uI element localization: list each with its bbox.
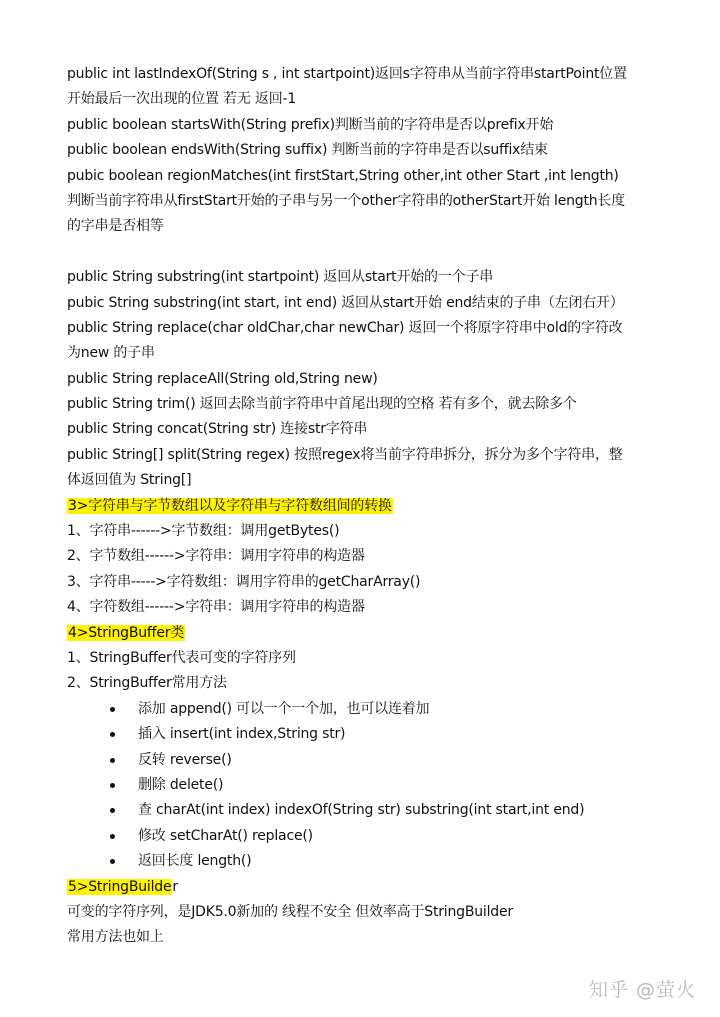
method-line: 体返回值为 String[] xyxy=(67,472,192,489)
method-line: pubic boolean regionMatches(int firstStart,String other,int other Start ,int length) xyxy=(67,167,619,184)
section3-heading xyxy=(67,494,667,519)
method-line: public String replace(char oldChar,char newChar) 返回一个将原字符串中old的字符改 xyxy=(67,319,623,336)
bullet-item: 返回长度 length() xyxy=(67,849,667,874)
method-line: 的字串是否相等 xyxy=(67,218,164,235)
method-line: public boolean endsWith(String suffix) 判断当前的字符串是否以suffix结束 xyxy=(67,142,548,159)
watermark: 知乎 @萤火 xyxy=(589,979,697,1001)
method-line: public String replaceAll(String old,String new) xyxy=(67,370,378,387)
list-item: 1、字符串------>字节数组：调用getBytes() xyxy=(67,523,340,540)
highlight: 4>StringBuffer类 xyxy=(68,624,185,641)
bullet-icon xyxy=(110,834,115,839)
method-line: 为new 的子串 xyxy=(67,345,155,362)
section5-heading: 5>StringBuilder xyxy=(68,878,178,895)
paragraph-line: 可变的字符序列，是JDK5.0新加的 线程不安全 但效率高于StringBuilder xyxy=(67,903,513,920)
highlight: 3>字符串与字节数组以及字符串与字符数组间的转换 xyxy=(68,497,392,514)
paragraph-line: 常用方法也如上 xyxy=(67,929,164,946)
bullet-item: 查 charAt(int index) indexOf(String str) substring(int start,int end) xyxy=(67,798,667,823)
bullet-item: 删除 delete() xyxy=(67,773,667,798)
blank-line xyxy=(67,240,667,265)
list-item: 3、字符串----->字符数组：调用字符串的getCharArray() xyxy=(67,573,421,590)
method-line: 开始最后一次出现的位置 若无 返回-1 xyxy=(67,91,297,108)
list-item: 4、字符数组------>字符串：调用字符串的构造器 xyxy=(67,599,365,616)
list-item: 1、StringBuffer代表可变的字符序列 xyxy=(67,649,296,666)
method-line: public String trim() 返回去除当前字符串中首尾出现的空格 若有多个，就去除多个 xyxy=(67,396,577,413)
method-line: pubic String substring(int start, int end) 返回从start开始 end结束的子串（左闭右开） xyxy=(67,294,624,311)
bullet-icon xyxy=(110,758,115,763)
bullet-item: 反转 reverse() xyxy=(67,748,667,773)
bullet-item: 添加 append() 可以一个一个加，也可以连着加 xyxy=(67,697,667,722)
method-line: public String[] split(String regex) 按照regex将当前字符串拆分，拆分为多个字符串，整 xyxy=(67,446,623,463)
bullet-icon xyxy=(110,783,115,788)
bullet-item: 插入 insert(int index,String str) xyxy=(67,722,667,747)
method-line: public String substring(int startpoint) 返回从start开始的一个子串 xyxy=(67,269,494,286)
method-line: public boolean startsWith(String prefix)判断当前的字符串是否以prefix开始 xyxy=(67,116,554,133)
bullet-item: 修改 setCharAt() replace() xyxy=(67,824,667,849)
highlight: 5>StringBuilde xyxy=(68,878,172,895)
section4-heading xyxy=(67,621,667,646)
bullet-icon xyxy=(110,707,115,712)
method-line: public int lastIndexOf(String s , int startpoint)返回s字符串从当前字符串startPoint位置 xyxy=(67,66,627,82)
document-body xyxy=(67,62,667,951)
list-item: 2、StringBuffer常用方法 xyxy=(67,675,227,692)
list-item: 2、字节数组------>字符串：调用字符串的构造器 xyxy=(67,548,365,565)
method-line: public String concat(String str) 连接str字符串 xyxy=(67,421,368,438)
method-line: 判断当前字符串从firstStart开始的子串与另一个other字符串的otherStart开始 length长度 xyxy=(67,192,626,209)
